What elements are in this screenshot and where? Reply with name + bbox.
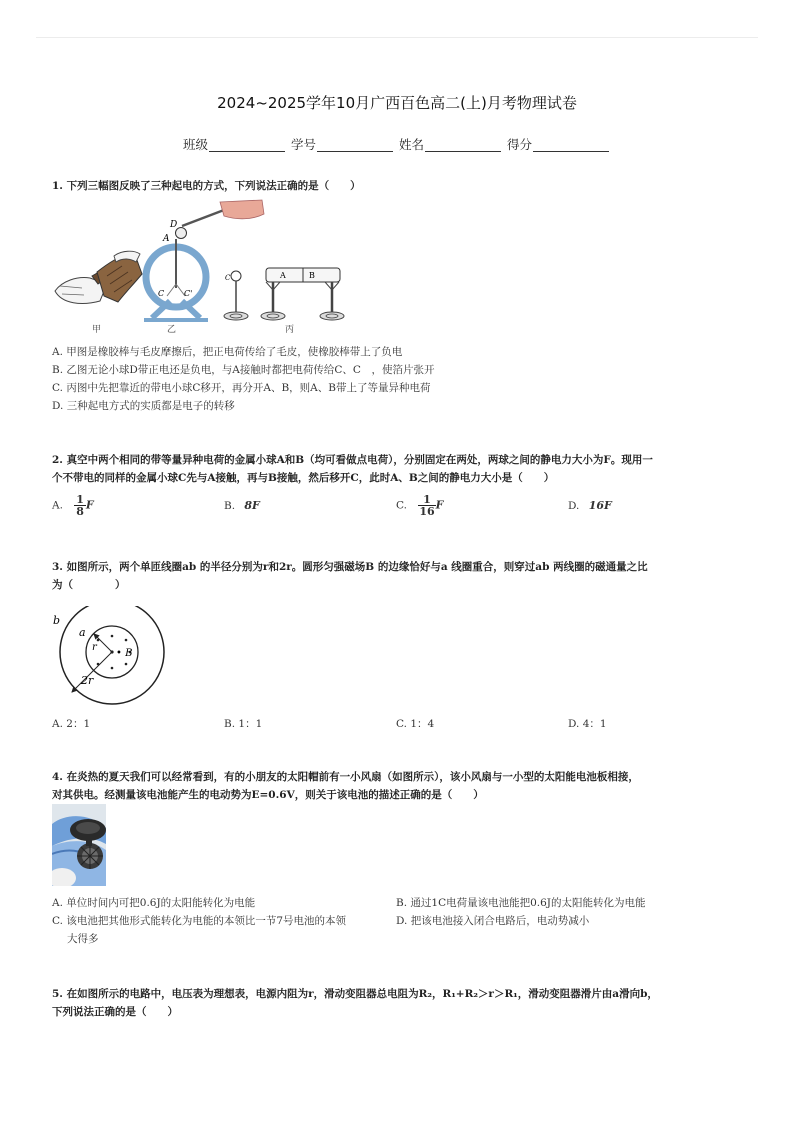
q2-option-c-fraction: $\frac{1}{16}$	[419, 493, 435, 518]
q4-stem-line1: 4. 在炎热的夏天我们可以经常看到，有的小朋友的太阳帽前有一小风扇（如图所示），该小风扇与一小型的太阳能电池板相接，	[52, 771, 639, 783]
q2-stem-line2: 个不带电的同样的金属小球C先与A接触，再与B接触，然后移开C，此时A、B之间的静电力大小是（ ）	[52, 472, 555, 484]
name-label: 姓名	[398, 137, 424, 152]
top-divider	[36, 37, 758, 38]
id-blank[interactable]	[317, 139, 393, 152]
q1-figure-bing	[224, 268, 344, 335]
q3-option-b[interactable]: B. 1：1	[224, 718, 263, 730]
q3-label-2r: 2r	[81, 674, 94, 687]
q4-option-c-line1: C. 该电池把其他形式能转化为电能的本领比一节7号电池的本领	[52, 915, 347, 927]
score-blank[interactable]	[533, 139, 609, 152]
q1-option-b[interactable]: B. 乙图无论小球D带正电还是负电，与A接触时都把电荷传给C、C ，使箔片张开	[52, 364, 435, 376]
q3-label-a: a	[79, 626, 86, 639]
q2-option-a[interactable]: A. $\frac{1}{8}$ F	[52, 493, 94, 518]
q2-option-c[interactable]: C. $\frac{1}{16}$ F	[396, 493, 444, 518]
q4-photo-fan-hat	[52, 804, 106, 886]
q4-option-d[interactable]: D. 把该电池接入闭合电路后，电动势减小	[396, 915, 590, 927]
q3-label-b: b	[53, 614, 61, 627]
q1-label-C1: C	[158, 289, 165, 298]
q4-stem-line2: 对其供电。经测量该电池能产生的电动势为E=0.6V，则关于该电池的描述正确的是（ ）	[52, 789, 484, 801]
q3-label-r: r	[92, 642, 97, 653]
q4-option-b[interactable]: B. 通过1C电荷量该电池能把0.6J的太阳能转化为电能	[396, 897, 646, 909]
q3-figure	[52, 606, 172, 706]
q1-label-C2: C'	[184, 289, 193, 298]
q1-label-A: A	[163, 234, 170, 244]
q3-coil-b	[60, 606, 164, 704]
q4-option-c[interactable]	[52, 912, 346, 948]
q1-label-yi: 乙	[167, 325, 177, 335]
q1-label-C3: C	[225, 274, 231, 282]
q1-option-c[interactable]: C. 丙图中先把靠近的带电小球C移开，再分开A、B，则A、B带上了等量异种电荷	[52, 382, 431, 394]
q1-option-a[interactable]: A. 甲图是橡胶棒与毛皮摩擦后，把正电荷传给了毛皮，使橡胶棒带上了负电	[52, 346, 403, 358]
q3-stem-line2: 为（ ）	[52, 579, 126, 591]
score-label: 得分	[506, 137, 532, 152]
class-label: 班级	[182, 137, 208, 152]
page-title: 2024~2025学年10月广西百色高二(上)月考物理试卷	[217, 94, 577, 112]
q1-label-bar-B: B	[309, 271, 315, 280]
student-info-line	[0, 135, 794, 153]
q5-stem-line2: 下列说法正确的是（ ）	[52, 1006, 178, 1018]
q3-label-B: • B	[116, 648, 133, 659]
q1-label-bar-A: A	[280, 271, 286, 280]
q1-stem: 1. 下列三幅图反映了三种起电的方式，下列说法正确的是（ ）	[52, 180, 361, 192]
q2-option-d[interactable]: D. 16F	[568, 499, 612, 512]
class-blank[interactable]	[209, 139, 285, 152]
q3-option-c[interactable]: C. 1：4	[396, 718, 435, 730]
q1-label-jia: 甲	[92, 325, 102, 335]
q3-option-d[interactable]: D. 4：1	[568, 718, 607, 730]
q1-figure-jia	[55, 251, 142, 335]
q1-figure	[52, 196, 352, 336]
q1-label-bing: 丙	[285, 325, 295, 335]
name-blank[interactable]	[425, 139, 501, 152]
q1-option-d[interactable]: D. 三种起电方式的实质都是电子的转移	[52, 400, 235, 412]
q2-stem-line1: 2. 真空中两个相同的带等量异种电荷的金属小球A和B（均可看做点电荷），分别固定在两处，两球之间的静电力大小为F。现用一	[52, 454, 653, 466]
q4-option-a[interactable]: A. 单位时间内可把0.6J的太阳能转化为电能	[52, 897, 256, 909]
q2-option-b[interactable]: B. 8F	[224, 499, 260, 512]
q5-stem-line1: 5. 在如图所示的电路中，电压表为理想表，电源内阻为r，滑动变阻器总电阻为R₂，R₁+R₂＞r＞R₁，滑动变阻器滑片由a滑向b，	[52, 988, 658, 1000]
id-label: 学号	[290, 137, 316, 152]
q3-stem-line1: 3. 如图所示，两个单匝线圈ab 的半径分别为r和2r。圆形匀强磁场B 的边缘恰好与a 线圈重合，则穿过ab 两线圈的磁通量之比	[52, 561, 648, 573]
q1-label-D: D	[170, 220, 178, 230]
q3-option-a[interactable]: A. 2：1	[52, 718, 91, 730]
q2-option-a-fraction: $\frac{1}{8}$	[76, 493, 84, 518]
q4-option-c-line2: 大得多	[67, 933, 99, 945]
